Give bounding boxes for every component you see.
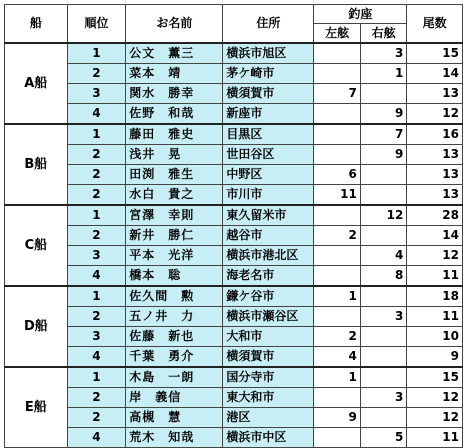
count-cell: 14 bbox=[407, 64, 463, 84]
left-seat-cell bbox=[314, 145, 361, 165]
count-cell: 12 bbox=[407, 246, 463, 266]
header-address: 住所 bbox=[223, 5, 314, 44]
count-cell: 13 bbox=[407, 84, 463, 104]
left-seat-cell bbox=[314, 388, 361, 408]
header-boat: 船 bbox=[5, 5, 68, 44]
table-row bbox=[5, 408, 463, 428]
left-seat-cell bbox=[314, 205, 361, 226]
header-row bbox=[5, 5, 463, 24]
rank-cell: 1 bbox=[67, 124, 126, 145]
table-row bbox=[5, 428, 463, 448]
table-row bbox=[5, 124, 463, 145]
boat-label: B船 bbox=[5, 124, 68, 205]
table-row bbox=[5, 165, 463, 185]
right-seat-cell: 12 bbox=[360, 205, 407, 226]
left-seat-cell bbox=[314, 246, 361, 266]
left-seat-cell bbox=[314, 104, 361, 125]
left-seat-cell bbox=[314, 64, 361, 84]
right-seat-cell bbox=[360, 84, 407, 104]
name-cell: 佐野 和哉 bbox=[126, 104, 223, 125]
table-row bbox=[5, 246, 463, 266]
count-cell: 11 bbox=[407, 428, 463, 448]
boat-label: A船 bbox=[5, 43, 68, 124]
fishing-results-table bbox=[4, 4, 463, 448]
name-cell: 橋本 聡 bbox=[126, 266, 223, 287]
right-seat-cell bbox=[360, 327, 407, 347]
rank-cell: 4 bbox=[67, 104, 126, 125]
right-seat-cell bbox=[360, 367, 407, 388]
right-seat-cell bbox=[360, 408, 407, 428]
name-cell: 高槻 慧 bbox=[126, 408, 223, 428]
name-cell: 岸 義信 bbox=[126, 388, 223, 408]
name-cell: 平本 光洋 bbox=[126, 246, 223, 266]
name-cell: 荒木 知哉 bbox=[126, 428, 223, 448]
address-cell: 国分寺市 bbox=[223, 367, 314, 388]
right-seat-cell bbox=[360, 347, 407, 368]
name-cell: 水白 貴之 bbox=[126, 185, 223, 206]
name-cell: 佐藤 新也 bbox=[126, 327, 223, 347]
rank-cell: 2 bbox=[67, 388, 126, 408]
address-cell: 鎌ケ谷市 bbox=[223, 286, 314, 307]
name-cell: 菜本 靖 bbox=[126, 64, 223, 84]
rank-cell: 1 bbox=[67, 286, 126, 307]
left-seat-cell: 7 bbox=[314, 84, 361, 104]
count-cell: 11 bbox=[407, 266, 463, 287]
header-rank: 順位 bbox=[67, 5, 126, 44]
count-cell: 11 bbox=[407, 307, 463, 327]
name-cell: 五ノ井 力 bbox=[126, 307, 223, 327]
right-seat-cell: 1 bbox=[360, 64, 407, 84]
header-left: 左舷 bbox=[314, 24, 361, 44]
name-cell: 公文 薫三 bbox=[126, 43, 223, 64]
table-row bbox=[5, 367, 463, 388]
right-seat-cell bbox=[360, 286, 407, 307]
address-cell: 横浜市瀬谷区 bbox=[223, 307, 314, 327]
count-cell: 18 bbox=[407, 286, 463, 307]
address-cell: 横浜市旭区 bbox=[223, 43, 314, 64]
left-seat-cell bbox=[314, 124, 361, 145]
table-row bbox=[5, 347, 463, 368]
name-cell: 藤田 雅史 bbox=[126, 124, 223, 145]
table-row bbox=[5, 145, 463, 165]
right-seat-cell: 7 bbox=[360, 124, 407, 145]
header-seat: 釣座 bbox=[314, 5, 407, 24]
rank-cell: 4 bbox=[67, 266, 126, 287]
name-cell: 田渕 雅生 bbox=[126, 165, 223, 185]
count-cell: 12 bbox=[407, 408, 463, 428]
address-cell: 新座市 bbox=[223, 104, 314, 125]
name-cell: 新井 勝仁 bbox=[126, 226, 223, 246]
rank-cell: 2 bbox=[67, 165, 126, 185]
name-cell: 千葉 勇介 bbox=[126, 347, 223, 368]
address-cell: 市川市 bbox=[223, 185, 314, 206]
table-row bbox=[5, 226, 463, 246]
name-cell: 佐久間 勲 bbox=[126, 286, 223, 307]
right-seat-cell: 3 bbox=[360, 388, 407, 408]
count-cell: 12 bbox=[407, 104, 463, 125]
count-cell: 16 bbox=[407, 124, 463, 145]
right-seat-cell bbox=[360, 165, 407, 185]
count-cell: 28 bbox=[407, 205, 463, 226]
table-row bbox=[5, 327, 463, 347]
address-cell: 中野区 bbox=[223, 165, 314, 185]
left-seat-cell: 1 bbox=[314, 367, 361, 388]
left-seat-cell bbox=[314, 43, 361, 64]
header-count: 尾数 bbox=[407, 5, 463, 44]
right-seat-cell bbox=[360, 185, 407, 206]
left-seat-cell: 4 bbox=[314, 347, 361, 368]
header-name: お名前 bbox=[126, 5, 223, 44]
rank-cell: 1 bbox=[67, 205, 126, 226]
left-seat-cell: 2 bbox=[314, 226, 361, 246]
name-cell: 関水 勝幸 bbox=[126, 84, 223, 104]
address-cell: 目黒区 bbox=[223, 124, 314, 145]
rank-cell: 3 bbox=[67, 84, 126, 104]
table-row bbox=[5, 266, 463, 287]
table-row bbox=[5, 64, 463, 84]
address-cell: 東久留米市 bbox=[223, 205, 314, 226]
left-seat-cell: 11 bbox=[314, 185, 361, 206]
table-row bbox=[5, 205, 463, 226]
rank-cell: 2 bbox=[67, 145, 126, 165]
rank-cell: 2 bbox=[67, 307, 126, 327]
table-row bbox=[5, 104, 463, 125]
count-cell: 12 bbox=[407, 388, 463, 408]
left-seat-cell bbox=[314, 266, 361, 287]
rank-cell: 3 bbox=[67, 246, 126, 266]
rank-cell: 2 bbox=[67, 185, 126, 206]
count-cell: 14 bbox=[407, 226, 463, 246]
right-seat-cell bbox=[360, 226, 407, 246]
table-row bbox=[5, 185, 463, 206]
table-row bbox=[5, 84, 463, 104]
left-seat-cell: 2 bbox=[314, 327, 361, 347]
boat-label: E船 bbox=[5, 367, 68, 448]
address-cell: 港区 bbox=[223, 408, 314, 428]
rank-cell: 4 bbox=[67, 428, 126, 448]
right-seat-cell: 8 bbox=[360, 266, 407, 287]
address-cell: 海老名市 bbox=[223, 266, 314, 287]
name-cell: 浅井 晃 bbox=[126, 145, 223, 165]
address-cell: 茅ケ崎市 bbox=[223, 64, 314, 84]
address-cell: 横浜市中区 bbox=[223, 428, 314, 448]
address-cell: 東大和市 bbox=[223, 388, 314, 408]
table-row bbox=[5, 388, 463, 408]
rank-cell: 1 bbox=[67, 43, 126, 64]
rank-cell: 2 bbox=[67, 64, 126, 84]
count-cell: 13 bbox=[407, 185, 463, 206]
rank-cell: 2 bbox=[67, 408, 126, 428]
address-cell: 越谷市 bbox=[223, 226, 314, 246]
count-cell: 10 bbox=[407, 327, 463, 347]
name-cell: 宮澤 幸則 bbox=[126, 205, 223, 226]
count-cell: 9 bbox=[407, 347, 463, 368]
count-cell: 15 bbox=[407, 367, 463, 388]
table-row bbox=[5, 307, 463, 327]
rank-cell: 1 bbox=[67, 367, 126, 388]
left-seat-cell: 9 bbox=[314, 408, 361, 428]
left-seat-cell: 6 bbox=[314, 165, 361, 185]
right-seat-cell: 3 bbox=[360, 43, 407, 64]
address-cell: 横浜市港北区 bbox=[223, 246, 314, 266]
table-row bbox=[5, 43, 463, 64]
address-cell: 横須賀市 bbox=[223, 347, 314, 368]
count-cell: 13 bbox=[407, 165, 463, 185]
count-cell: 13 bbox=[407, 145, 463, 165]
right-seat-cell: 4 bbox=[360, 246, 407, 266]
right-seat-cell: 5 bbox=[360, 428, 407, 448]
right-seat-cell: 3 bbox=[360, 307, 407, 327]
left-seat-cell bbox=[314, 428, 361, 448]
table-row bbox=[5, 286, 463, 307]
rank-cell: 3 bbox=[67, 327, 126, 347]
header-right: 右舷 bbox=[360, 24, 407, 44]
right-seat-cell: 9 bbox=[360, 104, 407, 125]
right-seat-cell: 9 bbox=[360, 145, 407, 165]
left-seat-cell: 1 bbox=[314, 286, 361, 307]
rank-cell: 4 bbox=[67, 347, 126, 368]
results-body bbox=[5, 43, 463, 448]
count-cell: 15 bbox=[407, 43, 463, 64]
name-cell: 木島 一朗 bbox=[126, 367, 223, 388]
rank-cell: 2 bbox=[67, 226, 126, 246]
boat-label: D船 bbox=[5, 286, 68, 367]
left-seat-cell bbox=[314, 307, 361, 327]
address-cell: 大和市 bbox=[223, 327, 314, 347]
address-cell: 世田谷区 bbox=[223, 145, 314, 165]
boat-label: C船 bbox=[5, 205, 68, 286]
address-cell: 横須賀市 bbox=[223, 84, 314, 104]
